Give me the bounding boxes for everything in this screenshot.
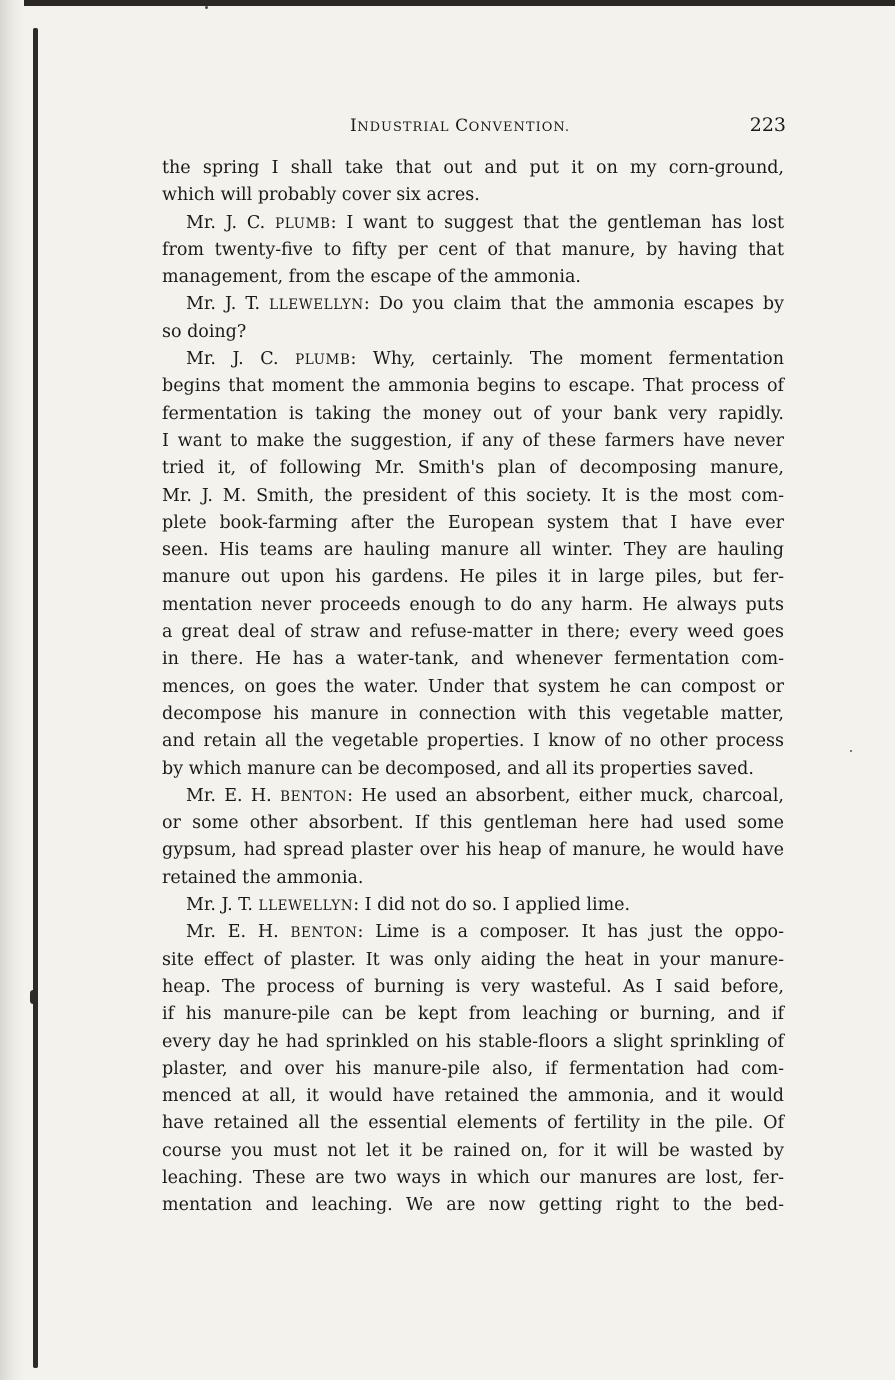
text-line: course you must not let it be rained on, for it will be wasted by (162, 1140, 784, 1161)
text-line: Mr. J. C. PLUMB: I want to suggest that the gentleman has lost (186, 212, 784, 233)
text-line: so doing? (162, 321, 247, 342)
top-border (0, 0, 895, 6)
body-text (162, 155, 784, 1220)
text-line: gypsum, had spread plaster over his heap of manure, he would have (162, 840, 784, 861)
text-line: tried it, of following Mr. Smith's plan of decomposing manure, (162, 458, 784, 479)
text-line: fermentation is taking the money out of your bank very rapidly. (162, 403, 784, 424)
text-line: decompose his manure in connection with this vegetable matter, (162, 703, 784, 724)
text-line: if his manure-pile can be kept from leaching or burning, and if (162, 1004, 784, 1025)
text-line: by which manure can be decomposed, and all its properties saved. (162, 758, 754, 779)
text-line: manure out upon his gardens. He piles it in large piles, but fer- (162, 567, 784, 588)
text-line: retained the ammonia. (162, 867, 364, 888)
text-line: a great deal of straw and refuse-matter in there; every weed goes (162, 622, 784, 643)
page-header (162, 114, 786, 142)
running-head: INDUSTRIAL CONVENTION. (350, 116, 571, 136)
text-line: the spring I shall take that out and put it on my corn-ground, (162, 158, 784, 178)
text-line: menced at all, it would have retained the ammonia, and it would (162, 1086, 784, 1107)
text-line: mences, on goes the water. Under that system he can compost or (162, 676, 784, 697)
binding-mark (30, 990, 38, 1004)
text-line: site effect of plaster. It was only aiding the heat in your manure- (162, 949, 784, 970)
text-line: mentation and leaching. We are now getting right to the bed- (162, 1195, 784, 1216)
text-line: Mr. J. C. PLUMB: Why, certainly. The moment fermentation (186, 349, 784, 370)
text-line: Mr. E. H. BENTON: He used an absorbent, either muck, charcoal, (186, 785, 784, 806)
ink-speck (205, 6, 208, 9)
text-line: plaster, and over his manure-pile also, if fermentation had com- (162, 1058, 784, 1079)
text-line: management, from the escape of the ammonia. (162, 267, 581, 288)
text-line: plete book-farming after the European system that I have ever (162, 512, 784, 533)
text-line: from twenty-five to fifty per cent of that manure, by having that (162, 239, 784, 260)
text-line: Mr. E. H. BENTON: Lime is a composer. It has just the oppo- (186, 922, 785, 943)
text-line: Mr. J. M. Smith, the president of this society. It is the most com- (162, 485, 784, 506)
ink-speck (850, 750, 852, 752)
text-line: I want to make the suggestion, if any of these farmers have never (162, 430, 784, 451)
text-line: heap. The process of burning is very wasteful. As I said before, (162, 976, 784, 997)
text-line: which will probably cover six acres. (162, 185, 480, 206)
text-line: in there. He has a water-tank, and whenever fermentation com- (162, 649, 784, 670)
text-line: begins that moment the ammonia begins to escape. That process of (162, 376, 784, 397)
text-line: Mr. J. T. LLEWELLYN: Do you claim that the ammonia escapes by (186, 294, 784, 315)
text-line: Mr. J. T. LLEWELLYN: I did not do so. I applied lime. (186, 895, 631, 916)
text-line: have retained all the essential elements of fertility in the pile. Of (162, 1113, 784, 1134)
text-line: every day he had sprinkled on his stable-floors a slight sprinkling of (162, 1031, 784, 1052)
text-line: seen. His teams are hauling manure all winter. They are hauling (162, 540, 784, 561)
page-gutter-shadow (0, 0, 24, 1380)
page-number: 223 (749, 114, 786, 136)
text-line: and retain all the vegetable properties. I know of no other process (162, 731, 784, 752)
text-line: mentation never proceeds enough to do any harm. He always puts (162, 594, 784, 615)
text-line: or some other absorbent. If this gentleman here had used some (162, 813, 784, 834)
binding-edge (33, 28, 38, 1368)
text-line: leaching. These are two ways in which our manures are lost, fer- (162, 1167, 784, 1188)
